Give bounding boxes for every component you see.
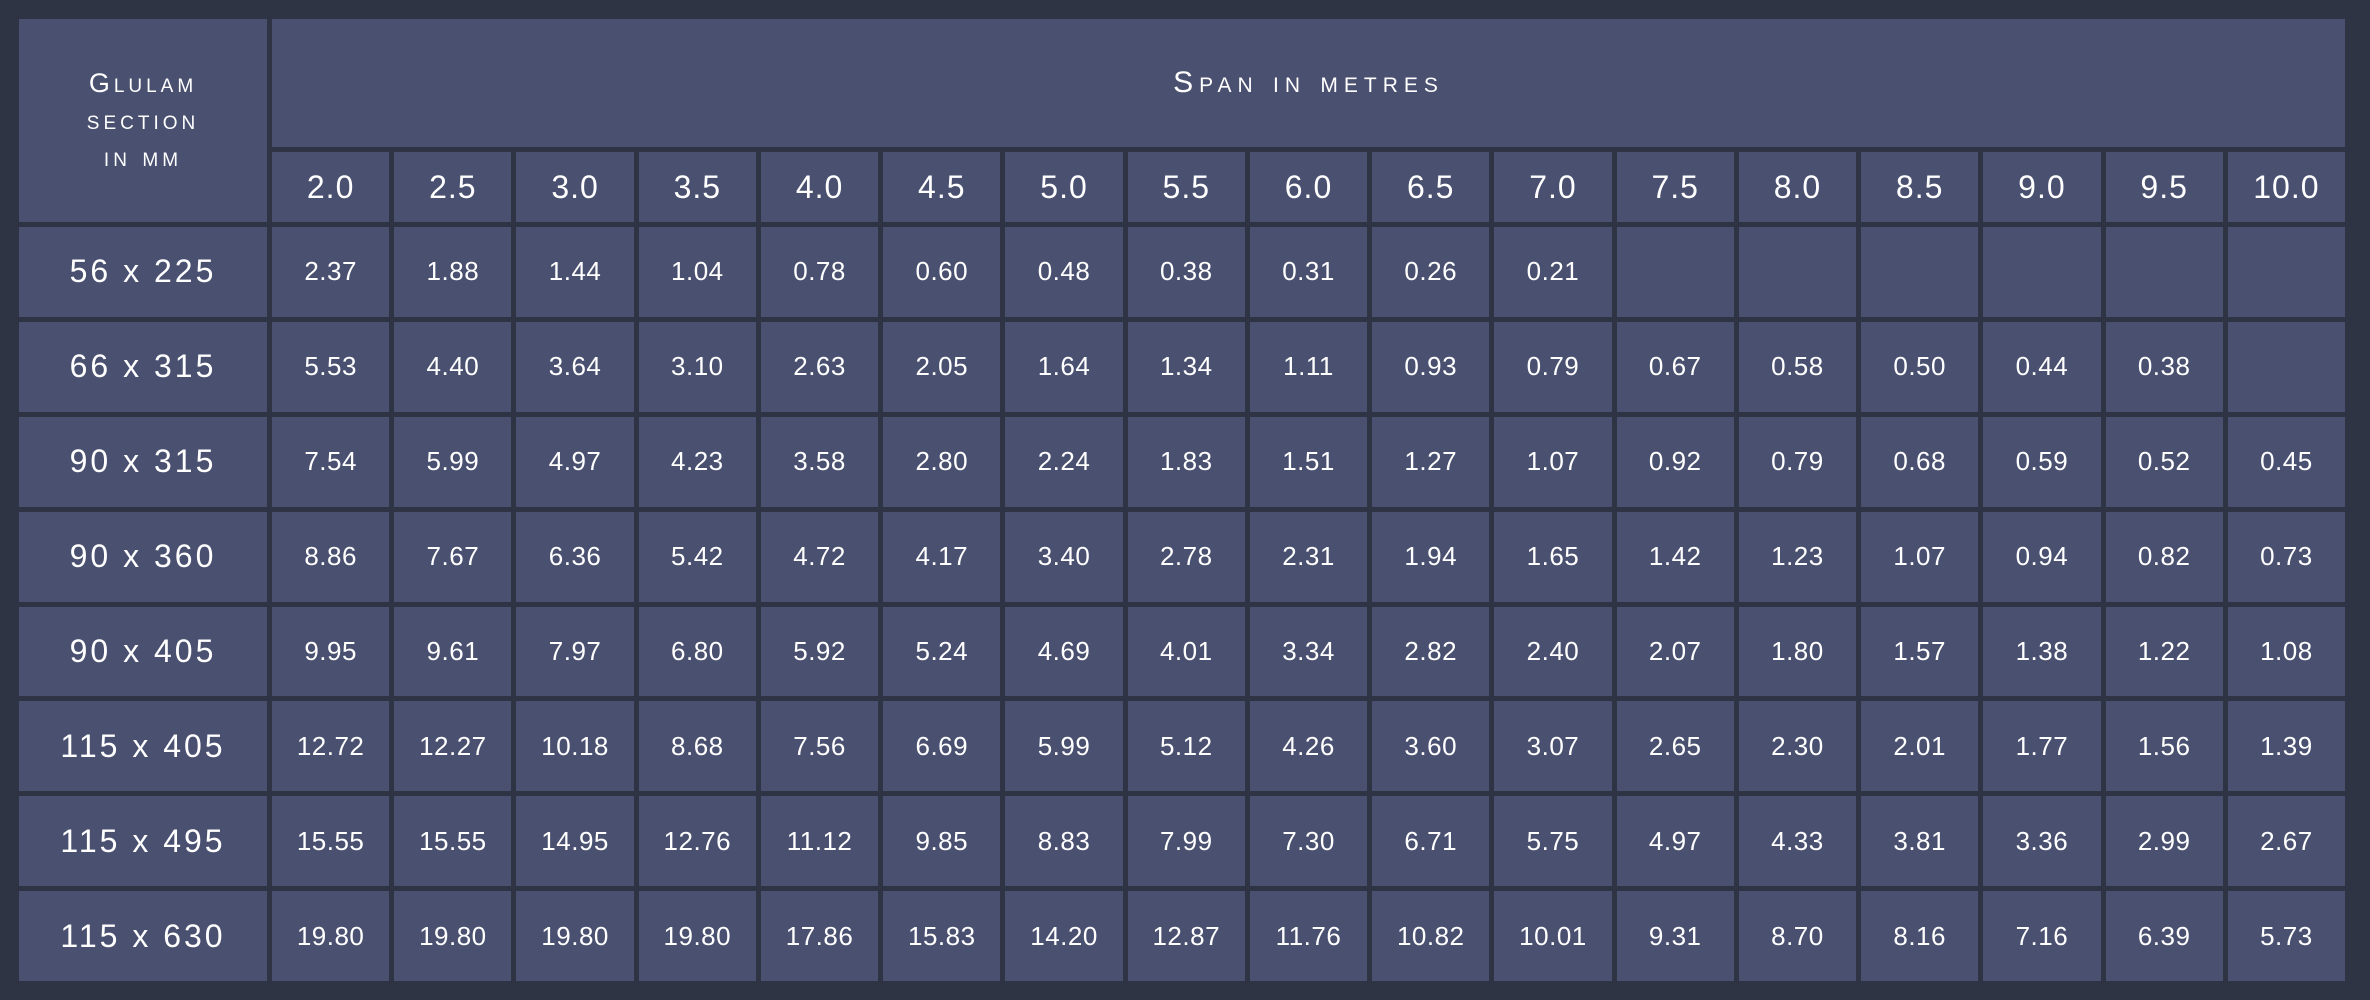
data-cell: 1.94 xyxy=(1372,512,1489,602)
data-cell: 15.55 xyxy=(272,796,389,886)
row-label: 115 x 630 xyxy=(19,891,267,981)
data-cell: 19.80 xyxy=(394,891,511,981)
data-cell: 15.55 xyxy=(394,796,511,886)
data-cell: 0.26 xyxy=(1372,227,1489,317)
data-cell: 1.22 xyxy=(2106,607,2223,697)
span-header-cell: 10.0 xyxy=(2228,152,2345,222)
data-cell: 1.77 xyxy=(1983,701,2100,791)
data-cell: 0.45 xyxy=(2228,417,2345,507)
data-cell: 6.36 xyxy=(516,512,633,602)
data-cell: 8.70 xyxy=(1739,891,1856,981)
data-cell: 5.92 xyxy=(761,607,878,697)
data-cell: 2.01 xyxy=(1861,701,1978,791)
span-header-cell: 8.0 xyxy=(1739,152,1856,222)
data-cell: 5.42 xyxy=(639,512,756,602)
span-header-cell: 3.5 xyxy=(639,152,756,222)
table-row xyxy=(19,891,2345,981)
data-cell: 0.60 xyxy=(883,227,1000,317)
data-cell: 4.69 xyxy=(1005,607,1122,697)
data-cell: 4.72 xyxy=(761,512,878,602)
span-in-metres-header: Span in metres xyxy=(272,19,2345,147)
data-cell: 8.68 xyxy=(639,701,756,791)
span-header-cell: 7.0 xyxy=(1494,152,1611,222)
data-cell: 11.76 xyxy=(1250,891,1367,981)
data-cell: 4.40 xyxy=(394,322,511,412)
data-cell: 0.94 xyxy=(1983,512,2100,602)
data-cell: 1.11 xyxy=(1250,322,1367,412)
span-header-cell: 4.5 xyxy=(883,152,1000,222)
data-cell: 2.80 xyxy=(883,417,1000,507)
data-cell: 1.44 xyxy=(516,227,633,317)
glulam-span-table xyxy=(14,14,2350,986)
corner-header-line-3: in mm xyxy=(103,142,183,173)
data-cell: 1.07 xyxy=(1494,417,1611,507)
data-cell: 2.78 xyxy=(1128,512,1245,602)
data-cell: 0.58 xyxy=(1739,322,1856,412)
data-cell: 5.53 xyxy=(272,322,389,412)
data-cell: 5.99 xyxy=(1005,701,1122,791)
data-cell: 8.16 xyxy=(1861,891,1978,981)
data-cell: 3.36 xyxy=(1983,796,2100,886)
data-cell: 14.20 xyxy=(1005,891,1122,981)
span-header-cell: 7.5 xyxy=(1617,152,1734,222)
data-cell: 2.37 xyxy=(272,227,389,317)
data-cell: 4.97 xyxy=(1617,796,1734,886)
data-cell: 12.87 xyxy=(1128,891,1245,981)
data-cell: 2.05 xyxy=(883,322,1000,412)
data-cell xyxy=(1861,227,1978,317)
data-cell: 3.60 xyxy=(1372,701,1489,791)
data-cell: 5.24 xyxy=(883,607,1000,697)
table-row xyxy=(19,227,2345,317)
data-cell: 1.57 xyxy=(1861,607,1978,697)
table-row xyxy=(19,701,2345,791)
data-cell: 0.38 xyxy=(1128,227,1245,317)
data-cell: 14.95 xyxy=(516,796,633,886)
row-label: 56 x 225 xyxy=(19,227,267,317)
data-cell: 4.17 xyxy=(883,512,1000,602)
data-cell: 1.04 xyxy=(639,227,756,317)
data-cell: 2.07 xyxy=(1617,607,1734,697)
data-cell: 3.10 xyxy=(639,322,756,412)
table-row xyxy=(19,417,2345,507)
data-cell xyxy=(1739,227,1856,317)
data-cell: 8.86 xyxy=(272,512,389,602)
data-cell: 0.79 xyxy=(1739,417,1856,507)
data-cell: 6.69 xyxy=(883,701,1000,791)
data-cell: 19.80 xyxy=(639,891,756,981)
span-header-cell: 8.5 xyxy=(1861,152,1978,222)
data-cell: 2.31 xyxy=(1250,512,1367,602)
data-cell: 0.31 xyxy=(1250,227,1367,317)
data-cell: 0.52 xyxy=(2106,417,2223,507)
data-cell xyxy=(2228,227,2345,317)
span-header-cell: 4.0 xyxy=(761,152,878,222)
data-cell: 3.58 xyxy=(761,417,878,507)
table-row xyxy=(19,322,2345,412)
data-cell: 0.78 xyxy=(761,227,878,317)
data-cell xyxy=(2228,322,2345,412)
data-cell: 1.56 xyxy=(2106,701,2223,791)
data-cell: 7.56 xyxy=(761,701,878,791)
data-cell: 10.82 xyxy=(1372,891,1489,981)
data-cell: 1.83 xyxy=(1128,417,1245,507)
data-cell: 4.01 xyxy=(1128,607,1245,697)
data-cell: 10.01 xyxy=(1494,891,1611,981)
data-cell: 12.76 xyxy=(639,796,756,886)
span-header-cell: 3.0 xyxy=(516,152,633,222)
data-cell: 7.67 xyxy=(394,512,511,602)
data-cell: 2.30 xyxy=(1739,701,1856,791)
data-cell: 5.99 xyxy=(394,417,511,507)
data-cell: 4.23 xyxy=(639,417,756,507)
data-cell: 12.27 xyxy=(394,701,511,791)
data-cell: 6.71 xyxy=(1372,796,1489,886)
data-cell: 0.48 xyxy=(1005,227,1122,317)
data-cell: 3.81 xyxy=(1861,796,1978,886)
data-cell: 8.83 xyxy=(1005,796,1122,886)
data-cell: 10.18 xyxy=(516,701,633,791)
data-cell: 0.92 xyxy=(1617,417,1734,507)
data-cell: 9.95 xyxy=(272,607,389,697)
data-cell: 11.12 xyxy=(761,796,878,886)
data-cell: 1.08 xyxy=(2228,607,2345,697)
data-cell: 0.44 xyxy=(1983,322,2100,412)
data-cell: 5.12 xyxy=(1128,701,1245,791)
span-header-cell: 9.0 xyxy=(1983,152,2100,222)
data-cell: 0.21 xyxy=(1494,227,1611,317)
data-cell: 3.64 xyxy=(516,322,633,412)
data-cell: 19.80 xyxy=(272,891,389,981)
row-label: 90 x 315 xyxy=(19,417,267,507)
data-cell: 4.97 xyxy=(516,417,633,507)
data-cell: 0.73 xyxy=(2228,512,2345,602)
span-header-cell: 6.0 xyxy=(1250,152,1367,222)
data-cell: 7.16 xyxy=(1983,891,2100,981)
data-cell xyxy=(1617,227,1734,317)
span-header-cell: 2.0 xyxy=(272,152,389,222)
data-cell: 3.07 xyxy=(1494,701,1611,791)
data-cell: 2.24 xyxy=(1005,417,1122,507)
data-cell: 4.26 xyxy=(1250,701,1367,791)
data-cell: 12.72 xyxy=(272,701,389,791)
data-cell: 1.38 xyxy=(1983,607,2100,697)
row-label: 90 x 360 xyxy=(19,512,267,602)
data-cell: 17.86 xyxy=(761,891,878,981)
corner-header-line-2: section xyxy=(86,104,200,135)
data-cell: 1.88 xyxy=(394,227,511,317)
table-row xyxy=(19,796,2345,886)
data-cell: 0.68 xyxy=(1861,417,1978,507)
data-cell: 1.42 xyxy=(1617,512,1734,602)
data-cell: 1.64 xyxy=(1005,322,1122,412)
data-cell: 9.31 xyxy=(1617,891,1734,981)
data-cell: 1.34 xyxy=(1128,322,1245,412)
span-header-cell: 2.5 xyxy=(394,152,511,222)
data-cell: 1.07 xyxy=(1861,512,1978,602)
data-cell: 0.38 xyxy=(2106,322,2223,412)
data-cell: 1.80 xyxy=(1739,607,1856,697)
data-cell: 1.23 xyxy=(1739,512,1856,602)
span-values-header-row xyxy=(19,152,2345,222)
data-cell: 1.51 xyxy=(1250,417,1367,507)
data-cell: 2.40 xyxy=(1494,607,1611,697)
data-cell: 7.99 xyxy=(1128,796,1245,886)
corner-header-line-1: Glulam xyxy=(88,67,198,98)
row-label: 90 x 405 xyxy=(19,607,267,697)
data-cell: 1.39 xyxy=(2228,701,2345,791)
data-cell: 19.80 xyxy=(516,891,633,981)
data-cell: 3.40 xyxy=(1005,512,1122,602)
span-header-cell: 9.5 xyxy=(2106,152,2223,222)
data-cell: 7.97 xyxy=(516,607,633,697)
table-header-banner-row xyxy=(19,19,2345,147)
span-header-cell: 5.0 xyxy=(1005,152,1122,222)
data-cell: 9.61 xyxy=(394,607,511,697)
data-cell xyxy=(2106,227,2223,317)
data-cell: 0.67 xyxy=(1617,322,1734,412)
span-header-cell: 5.5 xyxy=(1128,152,1245,222)
data-cell xyxy=(1983,227,2100,317)
data-cell: 15.83 xyxy=(883,891,1000,981)
table-body xyxy=(19,19,2345,981)
data-cell: 7.54 xyxy=(272,417,389,507)
data-cell: 7.30 xyxy=(1250,796,1367,886)
data-cell: 0.59 xyxy=(1983,417,2100,507)
data-cell: 6.39 xyxy=(2106,891,2223,981)
data-cell: 5.75 xyxy=(1494,796,1611,886)
data-cell: 0.79 xyxy=(1494,322,1611,412)
table-row xyxy=(19,607,2345,697)
data-cell: 1.65 xyxy=(1494,512,1611,602)
span-header-cell: 6.5 xyxy=(1372,152,1489,222)
row-label: 115 x 495 xyxy=(19,796,267,886)
data-cell: 5.73 xyxy=(2228,891,2345,981)
data-cell: 0.50 xyxy=(1861,322,1978,412)
data-cell: 0.82 xyxy=(2106,512,2223,602)
data-cell: 2.99 xyxy=(2106,796,2223,886)
data-cell: 2.65 xyxy=(1617,701,1734,791)
row-label: 115 x 405 xyxy=(19,701,267,791)
data-cell: 2.67 xyxy=(2228,796,2345,886)
row-label: 66 x 315 xyxy=(19,322,267,412)
data-cell: 9.85 xyxy=(883,796,1000,886)
data-cell: 6.80 xyxy=(639,607,756,697)
table-row xyxy=(19,512,2345,602)
data-cell: 2.82 xyxy=(1372,607,1489,697)
data-cell: 0.93 xyxy=(1372,322,1489,412)
data-cell: 2.63 xyxy=(761,322,878,412)
data-cell: 4.33 xyxy=(1739,796,1856,886)
data-cell: 1.27 xyxy=(1372,417,1489,507)
data-cell: 3.34 xyxy=(1250,607,1367,697)
corner-header-glulam-section xyxy=(19,19,267,222)
